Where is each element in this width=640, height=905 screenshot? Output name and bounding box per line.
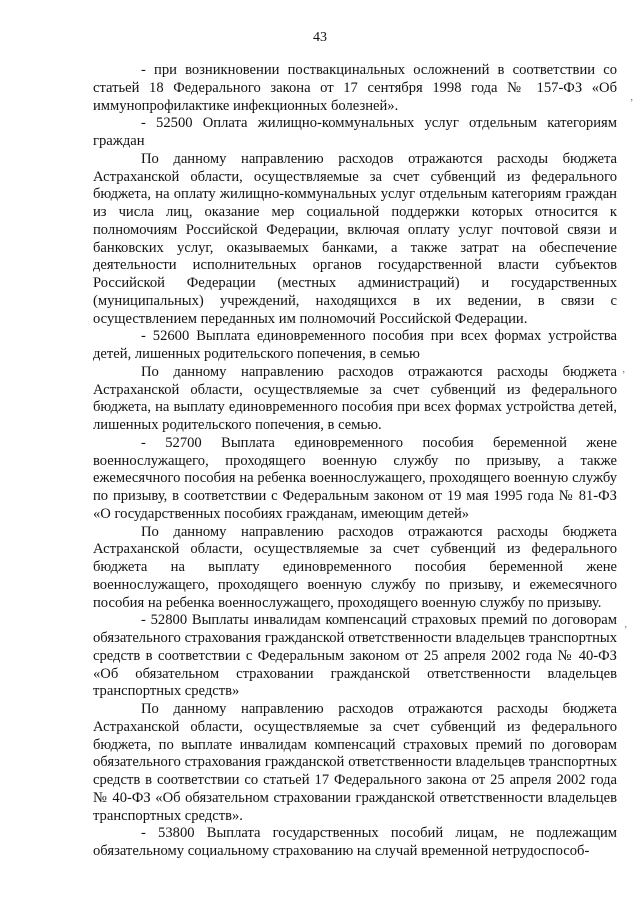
paragraph-52600-heading: - 52600 Выплата единовременного пособия при всех формах устройства детей, лишенных родительского попечения, в семью bbox=[93, 328, 617, 362]
paragraph-52800-description: По данному направлению расходов отражаются расходы бюджета Астраханской области, осуществляемые за счет субвенций из федерального бюджета, по выплате инвалидам компенсаций страховых премий по договорам обязательного страхования гражданской ответственности владельцев транспортных средств в соответствии со статьей 17 Федерального закона от 25 апреля 2002 года № 40-ФЗ «Об обязательном страховании гражданской ответственности владельцев транспортных средств». bbox=[93, 701, 617, 824]
paragraph-52500-description: По данному направлению расходов отражаются расходы бюджета Астраханской области, осуществляемые за счет субвенций из федерального бюджета, на оплату жилищно-коммунальных услуг отдельным категориям граждан из числа лиц, оказание мер социальной поддержки которых относится к полномочиям Российской Федерации, включая оплату услуг почтовой связи и банковских услуг, оказываемых банками, а также затрат на обеспечение деятельности исполнительных органов государственной власти субъектов Российской Федерации (местных администраций) и государственных (муниципальных) учреждений, находящихся в их ведении, в связи с осуществлением переданных им полномочий Российской Федерации. bbox=[93, 150, 617, 327]
paragraph-52700-heading: - 52700 Выплата единовременного пособия беременной жене военнослужащего, проходящего военную службу по призыву, а также ежемесячного пособия на ребенка военнослужащего, проходящего военную службу по призыву, в соответствии с Федеральным законом от 19 мая 1995 года № 81-ФЗ «О государственных пособиях гражданам, имеющим детей» bbox=[93, 434, 617, 522]
scan-mark-top: ʼ bbox=[630, 98, 634, 109]
scan-mark-bottom: ʼ bbox=[624, 625, 628, 636]
document-body bbox=[93, 62, 617, 861]
page-number: 43 bbox=[313, 30, 327, 45]
scan-mark-middle: ʼ bbox=[622, 370, 626, 381]
paragraph-53800-heading: - 53800 Выплата государственных пособий лицам, не подлежащим обязательному социальному страхованию на случай временной нетрудоспособ- bbox=[93, 825, 617, 859]
paragraph-post-vaccination: - при возникновении поствакцинальных осложнений в соответствии со статьей 18 Федерального закона от 17 сентября 1998 года № 157-ФЗ «Об иммунопрофилактике инфекционных болезней». bbox=[93, 62, 617, 114]
paragraph-52700-description: По данному направлению расходов отражаются расходы бюджета Астраханской области, осуществляемые за счет субвенций из федерального бюджета на выплату единовременного пособия беременной жене военнослужащего, проходящего военную службу по призыву, и ежемесячного пособия на ребенка военнослужащего, проходящего военную службу по призыву. bbox=[93, 523, 617, 611]
paragraph-52500-heading: - 52500 Оплата жилищно-коммунальных услуг отдельным категориям граждан bbox=[93, 115, 617, 149]
paragraph-52800-heading: - 52800 Выплаты инвалидам компенсаций страховых премий по договорам обязательного страхования гражданской ответственности владельцев транспортных средств в соответствии с Федеральным законом от 25 апреля 2002 года № 40-ФЗ «Об обязательном страховании гражданской ответственности владельцев транспортных средств» bbox=[93, 612, 617, 700]
paragraph-52600-description: По данному направлению расходов отражаются расходы бюджета Астраханской области, осуществляемые за счет субвенций из федерального бюджета, на выплату единовременного пособия при всех формах устройства детей, лишенных родительского попечения, в семью. bbox=[93, 363, 617, 433]
